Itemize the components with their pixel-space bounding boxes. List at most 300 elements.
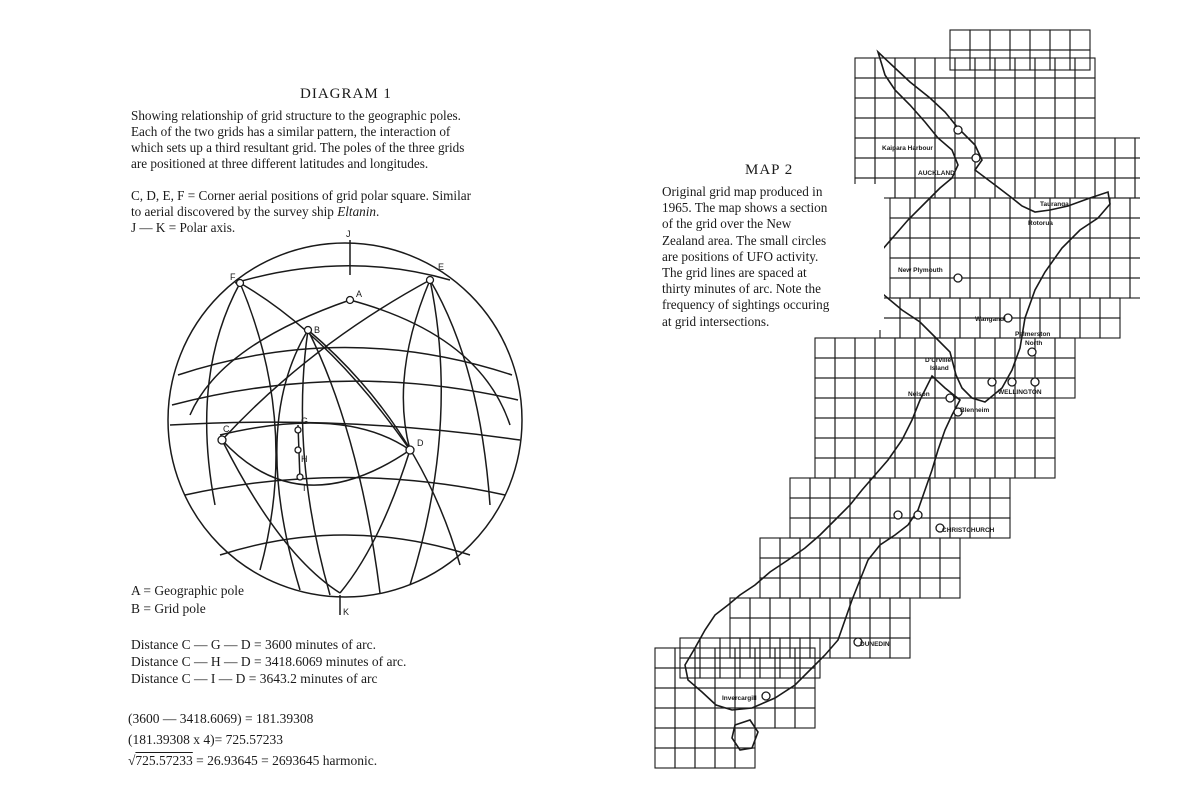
grid-square: [1070, 218, 1090, 238]
distance-line: Distance C — G — D = 3600 minutes of arc.: [131, 637, 376, 652]
grid-curve: [350, 300, 510, 425]
grid-square: [855, 378, 875, 398]
grid-square: [1115, 138, 1135, 158]
grid-square: [870, 518, 890, 538]
grid-square: [955, 418, 975, 438]
grid-square: [1075, 98, 1095, 118]
grid-square: [950, 50, 970, 70]
grid-square: [955, 98, 975, 118]
grid-square: [995, 438, 1015, 458]
grid-square: [970, 478, 990, 498]
grid-square: [1050, 238, 1070, 258]
grid-square: [1070, 258, 1090, 278]
grid-square: [915, 438, 935, 458]
grid-square: [910, 218, 930, 238]
grid-curve: [222, 440, 340, 593]
grid-square: [770, 598, 790, 618]
grid-square: [1015, 138, 1035, 158]
grid-square: [1055, 78, 1075, 98]
grid-square: [975, 358, 995, 378]
grid-square: [1110, 198, 1130, 218]
diagram-title: DIAGRAM 1: [300, 86, 392, 102]
grid-square: [835, 398, 855, 418]
grid-square: [1035, 358, 1055, 378]
key-line-text: to aerial discovered by the survey ship: [131, 204, 334, 219]
grid-square: [1030, 50, 1050, 70]
grid-square: [1110, 278, 1130, 298]
grid-point-a: [347, 297, 354, 304]
grid-curve: [190, 300, 350, 415]
grid-square: [1130, 258, 1140, 278]
grid-square: [895, 58, 915, 78]
grid-square: [1110, 258, 1130, 278]
grid-square: [855, 338, 875, 358]
grid-point-b: [305, 327, 312, 334]
grid-square: [1080, 318, 1100, 338]
caption-line: 1965. The map shows a section: [662, 200, 828, 216]
grid-square: [990, 198, 1010, 218]
grid-square: [655, 748, 675, 768]
grid-square: [850, 618, 870, 638]
grid-square: [1080, 298, 1100, 318]
place-label-tauranga: Tauranga: [1040, 201, 1069, 208]
grid-square: [990, 278, 1010, 298]
grid-square: [1015, 438, 1035, 458]
grid-square: [1010, 238, 1030, 258]
grid-square: [940, 558, 960, 578]
grid-curve: [185, 478, 505, 496]
grid-square: [875, 78, 895, 98]
grid-curve: [222, 280, 430, 440]
grid-square: [875, 118, 895, 138]
grid-square: [1075, 138, 1095, 158]
grid-square: [840, 538, 860, 558]
ufo-sighting-marker: [946, 394, 954, 402]
grid-square: [1100, 298, 1120, 318]
grid-square: [930, 278, 950, 298]
place-label-rotorua: Rotorua: [1028, 220, 1053, 227]
grid-curve: [220, 535, 470, 555]
calc-line: (3600 — 3418.6069) = 181.39308: [128, 711, 314, 726]
grid-point-c: [218, 436, 226, 444]
caption-line: at grid intersections.: [662, 313, 770, 329]
grid-square: [875, 338, 895, 358]
grid-square: [1055, 178, 1075, 198]
grid-square: [975, 58, 995, 78]
grid-square: [1055, 118, 1075, 138]
diagram-caption: [131, 108, 591, 172]
place-label-nelson: Nelson: [908, 391, 930, 398]
grid-square: [1035, 178, 1055, 198]
grid-square: [955, 458, 975, 478]
grid-square: [1030, 238, 1050, 258]
grid-square: [775, 708, 795, 728]
grid-square: [1035, 58, 1055, 78]
grid-square: [855, 78, 875, 98]
grid-sphere-diagram: [160, 225, 530, 615]
grid-square: [1015, 98, 1035, 118]
grid-square: [1035, 398, 1055, 418]
grid-square: [910, 238, 930, 258]
calculations: [128, 708, 377, 771]
grid-square: [900, 318, 920, 338]
place-label-invercargill: Invercargill: [722, 695, 757, 702]
place-label-north: North: [1025, 340, 1043, 347]
grid-square: [935, 78, 955, 98]
place-label-wanganui: Wanganui: [975, 316, 1006, 323]
grid-square: [890, 278, 910, 298]
grid-square: [1075, 78, 1095, 98]
caption-line: Zealand area. The small circles: [662, 232, 827, 248]
grid-square: [835, 418, 855, 438]
grid-square: [855, 358, 875, 378]
grid-square: [940, 538, 960, 558]
grid-square: [810, 618, 830, 638]
ufo-sighting-marker: [894, 511, 902, 519]
grid-square: [915, 58, 935, 78]
grid-square: [1060, 318, 1080, 338]
grid-square: [860, 578, 880, 598]
grid-square: [1095, 138, 1115, 158]
grid-square: [995, 338, 1015, 358]
grid-square: [1010, 218, 1030, 238]
point-label-f: F: [230, 272, 236, 282]
place-label-wellington: WELLINGTON: [998, 389, 1042, 396]
grid-square: [1070, 238, 1090, 258]
grid-square: [835, 338, 855, 358]
grid-square: [1135, 138, 1140, 158]
grid-square: [990, 30, 1010, 50]
grid-square: [1135, 178, 1140, 198]
grid-square: [840, 558, 860, 578]
point-label-a: A: [356, 289, 363, 299]
grid-square: [850, 478, 870, 498]
grid-square: [920, 318, 940, 338]
point-label-i: I: [303, 483, 306, 493]
grid-square: [800, 558, 820, 578]
grid-square: [995, 418, 1015, 438]
grid-square: [815, 418, 835, 438]
stewart-island-coast: [732, 720, 758, 750]
grid-square: [750, 598, 770, 618]
grid-square: [890, 518, 910, 538]
place-label-new-plymouth: New Plymouth: [898, 267, 943, 274]
grid-square: [780, 558, 800, 578]
grid-square: [800, 578, 820, 598]
grid-square: [675, 728, 695, 748]
ufo-sighting-marker: [1031, 378, 1039, 386]
grid-square: [695, 748, 715, 768]
grid-square: [930, 218, 950, 238]
grid-square: [1015, 118, 1035, 138]
grid-square: [990, 498, 1010, 518]
grid-square: [895, 398, 915, 418]
grid-square: [855, 158, 875, 178]
grid-square: [1055, 378, 1075, 398]
grid-square: [815, 438, 835, 458]
grid-square: [1050, 278, 1070, 298]
grid-square: [1090, 258, 1110, 278]
grid-square: [930, 478, 950, 498]
calc-root-value: 725.57233: [135, 753, 193, 768]
grid-square: [1015, 458, 1035, 478]
grid-square: [715, 708, 735, 728]
grid-square: [1035, 158, 1055, 178]
grid-curve: [410, 280, 441, 585]
grid-square: [950, 30, 970, 50]
grid-square: [850, 518, 870, 538]
grid-square: [975, 118, 995, 138]
grid-square: [900, 558, 920, 578]
grid-square: [1035, 118, 1055, 138]
grid-square: [890, 238, 910, 258]
grid-square: [920, 578, 940, 598]
grid-square: [915, 398, 935, 418]
grid-square: [795, 688, 815, 708]
grid-square: [920, 538, 940, 558]
grid-square: [975, 458, 995, 478]
grid-square: [1070, 50, 1090, 70]
grid-curve: [220, 423, 410, 450]
grid-square: [815, 398, 835, 418]
grid-square: [1055, 58, 1075, 78]
grid-square: [790, 518, 810, 538]
grid-square: [855, 98, 875, 118]
grid-square: [935, 178, 955, 198]
grid-square: [875, 458, 895, 478]
grid-square: [1075, 118, 1095, 138]
grid-square: [855, 398, 875, 418]
grid-square: [1090, 238, 1110, 258]
grid-square: [890, 618, 910, 638]
grid-square: [780, 538, 800, 558]
grid-square: [855, 58, 875, 78]
grid-square: [675, 748, 695, 768]
grid-square: [880, 578, 900, 598]
grid-square: [735, 708, 755, 728]
grid-square: [915, 418, 935, 438]
grid-square: [830, 478, 850, 498]
place-label-kaipara: Kaipara Harbour: [882, 145, 933, 152]
calc-line: [128, 750, 377, 771]
grid-square: [1015, 58, 1035, 78]
point-label-h: H: [301, 454, 308, 464]
grid-square: [935, 58, 955, 78]
grid-square: [850, 598, 870, 618]
grid-square: [895, 178, 915, 198]
grid-square: [1035, 438, 1055, 458]
grid-square: [1115, 178, 1135, 198]
grid-square: [820, 578, 840, 598]
grid-square: [860, 558, 880, 578]
ufo-sighting-marker: [914, 511, 922, 519]
map-caption: [662, 184, 884, 330]
grid-square: [655, 668, 675, 688]
grid-square: [930, 238, 950, 258]
grid-square: [995, 138, 1015, 158]
map-title: MAP 2: [745, 162, 794, 178]
grid-square: [910, 478, 930, 498]
grid-square: [835, 378, 855, 398]
caption-line: are positions of UFO activity.: [662, 248, 819, 264]
ufo-sighting-marker: [1008, 378, 1016, 386]
sphere-outline: [168, 243, 522, 597]
grid-square: [1020, 298, 1040, 318]
grid-square: [735, 728, 755, 748]
grid-square: [975, 178, 995, 198]
grid-square: [990, 478, 1010, 498]
grid-square: [890, 598, 910, 618]
grid-square: [970, 198, 990, 218]
grid-square: [970, 238, 990, 258]
grid-square: [995, 78, 1015, 98]
grid-square: [1030, 30, 1050, 50]
ufo-sighting-marker: [1028, 348, 1036, 356]
grid-square: [975, 78, 995, 98]
grid-square: [1060, 298, 1080, 318]
grid-point-i: [297, 474, 303, 480]
grid-square: [960, 298, 980, 318]
grid-square: [995, 118, 1015, 138]
grid-square: [1015, 398, 1035, 418]
grid-square: [920, 558, 940, 578]
grid-square: [1130, 198, 1140, 218]
grid-square: [835, 438, 855, 458]
grid-square: [1075, 158, 1095, 178]
grid-square: [1010, 50, 1030, 70]
grid-square: [915, 338, 935, 358]
grid-square: [655, 648, 675, 668]
grid-point-h: [295, 447, 301, 453]
grid-square: [780, 578, 800, 598]
grid-square: [1135, 158, 1140, 178]
grid-square: [790, 498, 810, 518]
grid-square: [795, 708, 815, 728]
point-label-e: E: [438, 262, 445, 272]
grid-square: [1035, 78, 1055, 98]
grid-square: [890, 638, 910, 658]
grid-square: [870, 618, 890, 638]
grid-square: [1055, 358, 1075, 378]
point-label-g: G: [301, 416, 309, 426]
grid-square: [875, 98, 895, 118]
grid-square: [810, 498, 830, 518]
grid-square: [1015, 178, 1035, 198]
grid-square: [655, 688, 675, 708]
grid-square: [755, 708, 775, 728]
grid-square: [1130, 278, 1140, 298]
grid-square: [760, 538, 780, 558]
grid-square: [970, 50, 990, 70]
place-label-island: Island: [930, 365, 949, 372]
grid-point-e: [427, 277, 434, 284]
nz-grid-map: [640, 20, 1140, 790]
grid-square: [655, 728, 675, 748]
grid-square: [1075, 58, 1095, 78]
grid-square: [990, 218, 1010, 238]
grid-curve: [308, 330, 460, 565]
grid-point-f: [237, 280, 244, 287]
grid-square: [930, 198, 950, 218]
grid-curve: [235, 266, 450, 283]
grid-square: [870, 598, 890, 618]
grid-square: [820, 558, 840, 578]
grid-square: [910, 278, 930, 298]
grid-square: [1130, 238, 1140, 258]
grid-square: [935, 418, 955, 438]
grid-square: [695, 688, 715, 708]
grid-square: [935, 98, 955, 118]
ufo-sighting-marker: [954, 126, 962, 134]
grid-square: [895, 158, 915, 178]
grid-square: [1035, 98, 1055, 118]
grid-square: [880, 538, 900, 558]
grid-square: [1110, 238, 1130, 258]
grid-square: [1040, 298, 1060, 318]
point-label-b: B: [314, 325, 321, 335]
grid-square: [1075, 178, 1095, 198]
grid-square: [975, 418, 995, 438]
grid-square: [875, 378, 895, 398]
caption-line: Each of the two grids has a similar pattern, the interaction of: [131, 124, 451, 139]
grid-square: [950, 498, 970, 518]
grid-curve: [403, 280, 430, 450]
grid-square: [875, 358, 895, 378]
calc-line: (181.39308 x 4)= 725.57233: [128, 732, 283, 747]
square-root-icon: √: [128, 753, 136, 768]
grid-square: [950, 198, 970, 218]
grid-square: [995, 458, 1015, 478]
grid-square: [835, 358, 855, 378]
caption-line: The grid lines are spaced at: [662, 265, 807, 281]
ufo-sighting-marker: [762, 692, 770, 700]
grid-square: [950, 218, 970, 238]
grid-square: [900, 578, 920, 598]
grid-square: [870, 498, 890, 518]
grid-square: [1035, 418, 1055, 438]
grid-square: [1015, 78, 1035, 98]
grid-square: [975, 98, 995, 118]
grid-square: [1010, 30, 1030, 50]
grid-square: [1070, 30, 1090, 50]
grid-square: [715, 748, 735, 768]
grid-square: [955, 78, 975, 98]
grid-square: [1070, 278, 1090, 298]
grid-square: [895, 438, 915, 458]
grid-square: [940, 298, 960, 318]
point-label-c: C: [223, 424, 230, 434]
key-line: to aerial discovered by the survey ship Eltanin.: [131, 204, 380, 219]
grid-curve: [172, 381, 518, 405]
grid-square: [790, 618, 810, 638]
grid-square: [930, 498, 950, 518]
grid-square: [970, 278, 990, 298]
grid-square: [1010, 258, 1030, 278]
grid-square: [890, 478, 910, 498]
caption-line: Showing relationship of grid structure to the geographic poles.: [131, 108, 461, 123]
grid-square: [810, 478, 830, 498]
key-line: C, D, E, F = Corner aerial positions of grid polar square. Similar: [131, 188, 471, 203]
place-label-christchurch: CHRISTCHURCH: [942, 527, 995, 534]
grid-square: [995, 98, 1015, 118]
grid-square: [675, 688, 695, 708]
grid-square: [1055, 138, 1075, 158]
grid-square: [830, 638, 850, 658]
grid-square: [1010, 278, 1030, 298]
grid-square: [695, 708, 715, 728]
grid-square: [950, 238, 970, 258]
grid-curve: [240, 283, 276, 570]
